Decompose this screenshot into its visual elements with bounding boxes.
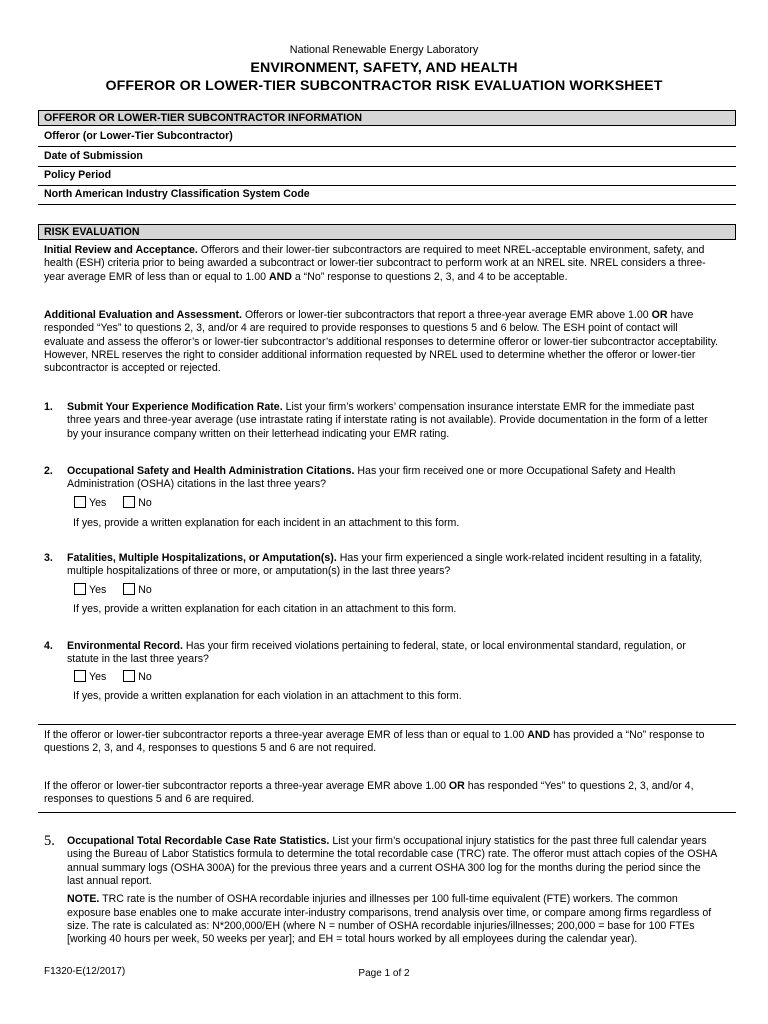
question-title: Submit Your Experience Modification Rate. xyxy=(67,401,283,413)
initial-review-paragraph: Initial Review and Acceptance. Offerors and their lower-tier subcontractors are required to meet NREL-acceptable environment, safety, and health (ESH) criteria prior to being awarded a subcontract or lower-tier subcontract to perform work at an NREL site. NREL considers a three-year average EMR of less than or equal to 1.00 AND a “No” response to questions 2, 3, and 4 to be acceptable. xyxy=(44,244,706,283)
condition-required: If the offeror or lower-tier subcontractor reports a three-year average EMR above 1.00 OR has responded “Yes” to questions 2, 3, and/or 4, responses to questions 5 and 6 are required. xyxy=(44,780,694,806)
q4-no-checkbox[interactable] xyxy=(123,670,135,682)
question-2-answers xyxy=(74,496,166,512)
page-number: Page 1 of 2 xyxy=(358,968,410,979)
question-number: 1. xyxy=(44,401,53,413)
q2-no-checkbox[interactable] xyxy=(123,496,135,508)
offeror-field[interactable]: Offeror (or Lower-Tier Subcontractor) xyxy=(38,127,736,147)
question-2-note: If yes, provide a written explanation for each incident in an attachment to this form. xyxy=(73,517,460,529)
initial-review-title: Initial Review and Acceptance. xyxy=(44,244,198,256)
question-4-note: If yes, provide a written explanation for each violation in an attachment to this form. xyxy=(73,690,462,702)
date-of-submission-field[interactable]: Date of Submission xyxy=(38,147,736,167)
q3-yes-checkbox[interactable] xyxy=(74,583,86,595)
question-1: 1. Submit Your Experience Modification Rate. List your firm’s workers’ compensation insurance interstate EMR for the immediate past three years and three-year average (use intrastate rating if interstate rating is not available). Provide documentation in the form of a letter by your insurance company written on their letterhead indicating your EMR rating. xyxy=(44,401,708,440)
question-5: 5. Occupational Total Recordable Case Rate Statistics. List your firm’s occupational injury statistics for the past three full calendar years using the Bureau of Labor Statistics formula to determine the total recordable case (TRC) rate. The offeror must attach copies of the OSHA annual summary logs (OSHA 300A) for the previous three years and a current OSHA 300 log for the months during the period since the last annual report. NOTE. TRC rate is the number of OSHA recordable injuries and illnesses per 100 full-time equivalent (FTE) workers. The common exposure base enables one to make accurate inter-industry comparisons, trend analysis over time, or compare among firms regardless of size. The rate is calculated as: N*200,000/EH (where N = number of OSHA recordable injuries/illnesses; 200,000 = base for 100 FTEs [working 40 hours per week, 50 weeks per year]; and EH = total hours worked by all employees during the calendar year). xyxy=(44,835,720,947)
document-title: ENVIRONMENT, SAFETY, AND HEALTH xyxy=(250,60,518,76)
q3-no-checkbox[interactable] xyxy=(123,583,135,595)
question-3-answers xyxy=(74,583,166,599)
q2-yes-label: Yes xyxy=(89,497,107,509)
question-title: Occupational Safety and Health Administration Citations. xyxy=(67,465,355,477)
additional-evaluation-paragraph: Additional Evaluation and Assessment. Offerors or lower-tier subcontractors that report a three-year average EMR above 1.00 OR have responded “Yes” to questions 2, 3, and/or 4 are required to provide responses to questions 5 and 6 below. The ESH point of contact will evaluate and assess the offeror’s or lower-tier subcontractor’s additional responses to determine offeror or lower-tier subcontractor acceptability. However, NREL reserves the right to consider additional information requested by NREL used to determine whether the offeror or lower-tier subcontractor is accepted or rejected. xyxy=(44,309,719,375)
section-divider xyxy=(38,724,736,725)
question-number: 4. xyxy=(44,640,53,652)
document-subtitle: OFFEROR OR LOWER-TIER SUBCONTRACTOR RISK EVALUATION WORKSHEET xyxy=(105,78,663,94)
question-number: 3. xyxy=(44,552,53,564)
additional-evaluation-title: Additional Evaluation and Assessment. xyxy=(44,309,242,321)
question-3-note: If yes, provide a written explanation for each citation in an attachment to this form. xyxy=(73,603,457,615)
q2-no-label: No xyxy=(138,497,152,509)
question-title: Occupational Total Recordable Case Rate Statistics. xyxy=(67,835,330,847)
q2-yes-checkbox[interactable] xyxy=(74,496,86,508)
trc-note: NOTE. TRC rate is the number of OSHA recordable injuries and illnesses per 100 full-time equivalent (FTE) workers. The common exposure base enables one to make accurate inter-industry comparisons, trend analysis over time, or compare among firms regardless of size. The rate is calculated as: N*200,000/EH (where N = number of OSHA recordable injuries/illnesses; 200,000 = base for 100 FTEs [working 40 hours per week, 50 weeks per year]; and EH = total hours worked by all employees during the calendar year). xyxy=(67,893,712,946)
organization-name: National Renewable Energy Laboratory xyxy=(289,44,479,56)
form-id: F1320-E(12/2017) xyxy=(44,966,126,977)
section-divider xyxy=(38,812,736,813)
q4-no-label: No xyxy=(138,671,152,683)
policy-period-field[interactable]: Policy Period xyxy=(38,166,736,186)
risk-section-heading: RISK EVALUATION xyxy=(38,224,736,240)
question-number: 5. xyxy=(44,833,55,849)
question-title: Fatalities, Multiple Hospitalizations, or Amputation(s). xyxy=(67,552,337,564)
question-number: 2. xyxy=(44,465,53,477)
question-title: Environmental Record. xyxy=(67,640,183,652)
q4-yes-label: Yes xyxy=(89,671,107,683)
question-4: 4. Environmental Record. Has your firm received violations pertaining to federal, state, or local environmental standard, regulation, or statute in the last three years? xyxy=(44,640,686,666)
q3-no-label: No xyxy=(138,584,152,596)
naics-code-field[interactable]: North American Industry Classification System Code xyxy=(38,185,736,205)
info-section-heading: OFFEROR OR LOWER-TIER SUBCONTRACTOR INFORMATION xyxy=(38,110,736,126)
condition-not-required: If the offeror or lower-tier subcontractor reports a three-year average EMR of less than or equal to 1.00 AND has provided a “No” response to questions 2, 3, and 4, responses to questions 5 and 6 are not required. xyxy=(44,729,705,755)
question-2: 2. Occupational Safety and Health Administration Citations. Has your firm received one or more Occupational Safety and Health Administration (OSHA) citations in the last three years? xyxy=(44,465,676,491)
q3-yes-label: Yes xyxy=(89,584,107,596)
q4-yes-checkbox[interactable] xyxy=(74,670,86,682)
question-3: 3. Fatalities, Multiple Hospitalizations, or Amputation(s). Has your firm experienced a single work-related incident resulting in a fatality, multiple hospitalizations of three or more, or amputation(s) in the last three years? xyxy=(44,552,703,578)
question-4-answers xyxy=(74,670,166,686)
